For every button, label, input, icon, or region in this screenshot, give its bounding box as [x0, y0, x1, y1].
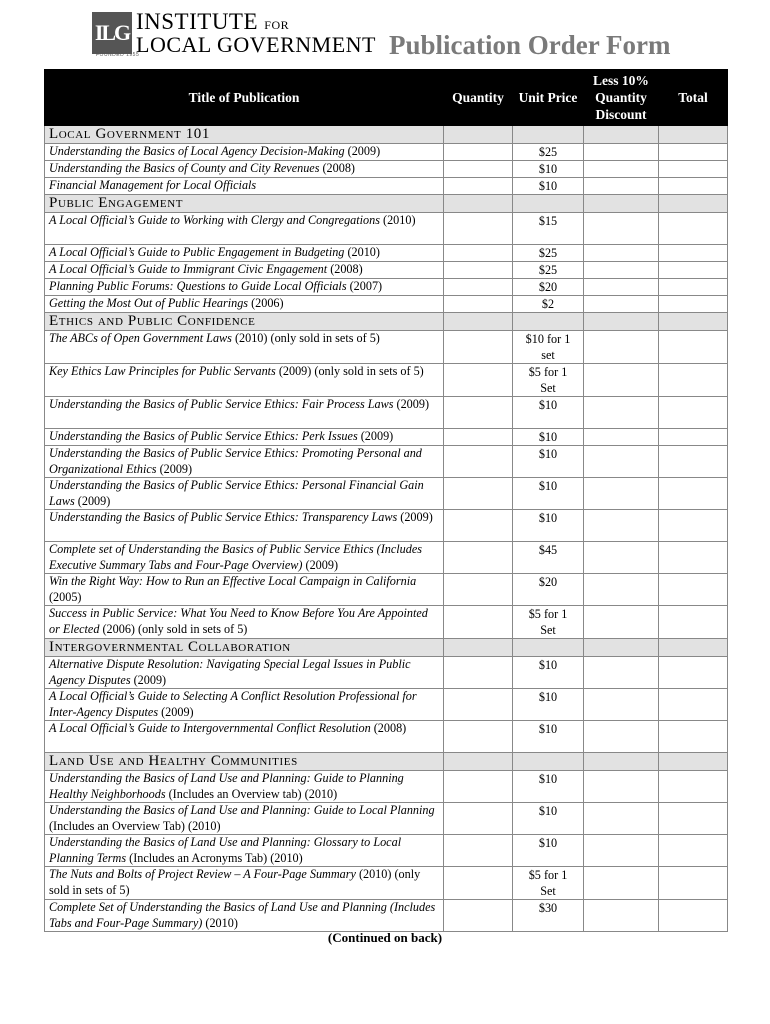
unit-price: $10 [538, 447, 558, 461]
quantity-cell[interactable] [444, 721, 513, 753]
section-blank-cell [584, 313, 659, 331]
table-row [45, 689, 728, 721]
unit-price: $20 [538, 575, 558, 589]
total-cell[interactable] [659, 689, 728, 721]
publication-title: Understanding the Basics of Local Agency Decision-Making [49, 144, 345, 158]
quantity-cell[interactable] [444, 835, 513, 867]
table-header-row [45, 70, 728, 126]
table-row [45, 446, 728, 478]
discount-cell[interactable] [584, 446, 659, 478]
unit-price-cell [513, 213, 584, 245]
publication-title-cell [45, 689, 444, 721]
publication-title: Understanding the Basics of Public Service Ethics: Personal Financial Gain Laws [49, 478, 424, 508]
table-row [45, 296, 728, 313]
unit-price-cell [513, 835, 584, 867]
section-title: Land Use and Healthy Communities [45, 753, 444, 771]
unit-price-cell [513, 900, 584, 932]
quantity-cell[interactable] [444, 331, 513, 364]
org-institute: INSTITUTE [136, 9, 259, 34]
publication-year: (2006) [248, 296, 284, 310]
total-cell[interactable] [659, 657, 728, 689]
unit-price: $10 [538, 690, 558, 704]
discount-cell[interactable] [584, 178, 659, 195]
unit-price: $10 [538, 511, 558, 525]
publication-year: (Includes an Overview tab) (2010) [165, 786, 338, 801]
publication-title-cell [45, 178, 444, 195]
discount-cell[interactable] [584, 245, 659, 262]
unit-price-cell [513, 510, 584, 542]
publication-title: Win the Right Way: How to Run an Effective Local Campaign in California [49, 574, 417, 588]
section-blank-cell [659, 195, 728, 213]
unit-price-cell [513, 771, 584, 803]
org-for: FOR [264, 18, 290, 32]
publication-year: (2009) [393, 397, 430, 411]
unit-price: $2 [541, 297, 555, 311]
section-blank-cell [444, 313, 513, 331]
section-blank-cell [584, 195, 659, 213]
section-header-row [45, 195, 728, 213]
section-blank-cell [584, 639, 659, 657]
publication-year: (Includes an Overview Tab) (2010) [49, 818, 221, 833]
unit-price-cell [513, 574, 584, 606]
publication-title-cell [45, 771, 444, 803]
quantity-cell[interactable] [444, 689, 513, 721]
quantity-cell[interactable] [444, 429, 513, 446]
section-title: Intergovernmental Collaboration [45, 639, 444, 657]
table-row [45, 574, 728, 606]
form-title: Publication Order Form [389, 30, 671, 60]
unit-price: $10 [538, 658, 558, 672]
publication-title: Key Ethics Law Principles for Public Servants [49, 364, 276, 378]
publication-title-cell [45, 478, 444, 510]
table-row [45, 429, 728, 446]
publication-title: Planning Public Forums: Questions to Guide Local Officials [49, 279, 347, 293]
total-cell[interactable] [659, 178, 728, 195]
total-cell[interactable] [659, 429, 728, 446]
table-body [45, 126, 728, 932]
publication-year: (2005) [49, 589, 82, 604]
quantity-cell[interactable] [444, 510, 513, 542]
publication-title: Understanding the Basics of Land Use and Planning: Guide to Local Planning [49, 803, 435, 817]
unit-price-cell [513, 161, 584, 178]
publication-title-cell [45, 429, 444, 446]
unit-price: $10 [538, 479, 558, 493]
publication-title-cell [45, 657, 444, 689]
table-row [45, 721, 728, 753]
publication-title: Understanding the Basics of Public Service Ethics: Promoting Personal and Organizational Ethics [49, 446, 422, 476]
quantity-cell[interactable] [444, 296, 513, 313]
total-cell[interactable] [659, 574, 728, 606]
publication-title: Success in Public Service: What You Need to Know Before You Are Appointed or Elected [49, 606, 428, 636]
quantity-cell[interactable] [444, 144, 513, 161]
publication-title: A Local Official’s Guide to Immigrant Civic Engagement [49, 262, 328, 276]
publication-title: The ABCs of Open Government Laws [49, 331, 232, 345]
quantity-cell[interactable] [444, 178, 513, 195]
publication-title-cell [45, 867, 444, 900]
publication-year: (2009) [357, 429, 394, 443]
total-cell[interactable] [659, 144, 728, 161]
publication-title: A Local Official’s Guide to Working with Clergy and Congregations [49, 213, 380, 227]
publication-title-cell [45, 296, 444, 313]
table-row [45, 178, 728, 195]
discount-cell[interactable] [584, 574, 659, 606]
table-row [45, 161, 728, 178]
publication-year: (2010) [344, 245, 380, 259]
publication-year: (2009) [74, 493, 111, 508]
publication-title-cell [45, 510, 444, 542]
total-cell[interactable] [659, 213, 728, 245]
table-row [45, 900, 728, 932]
unit-price: $10 [538, 772, 558, 786]
table-row [45, 331, 728, 364]
publication-title: A Local Official’s Guide to Intergovernmental Conflict Resolution [49, 721, 371, 735]
unit-price: $10 [538, 804, 558, 818]
section-blank-cell [513, 126, 584, 144]
publication-title: Alternative Dispute Resolution: Navigating Special Legal Issues in Public Agency Disputes [49, 657, 411, 687]
publication-title: Financial Management for Local Officials [49, 178, 257, 192]
publication-title: Understanding the Basics of Land Use and Planning: Glossary to Local Planning Terms [49, 835, 402, 865]
col-quantity-header: Quantity [444, 70, 513, 126]
unit-price-cell [513, 721, 584, 753]
total-cell[interactable] [659, 721, 728, 753]
total-cell[interactable] [659, 900, 728, 932]
quantity-cell[interactable] [444, 657, 513, 689]
publication-title: Complete set of Understanding the Basics of Public Service Ethics (Includes Executive Summary Tabs and Four-Page Overview) [49, 542, 422, 572]
section-header-row [45, 313, 728, 331]
quantity-cell[interactable] [444, 213, 513, 245]
table-row [45, 657, 728, 689]
unit-price: $5 for 1 Set [528, 365, 568, 395]
table-row [45, 835, 728, 867]
publication-title: A Local Official’s Guide to Public Engagement in Budgeting [49, 245, 345, 259]
discount-cell[interactable] [584, 689, 659, 721]
total-cell[interactable] [659, 867, 728, 900]
publication-title-cell [45, 279, 444, 296]
section-blank-cell [513, 639, 584, 657]
unit-price: $25 [538, 145, 558, 159]
table-row [45, 262, 728, 279]
discount-cell[interactable] [584, 803, 659, 835]
publication-year: (2010) [379, 213, 416, 227]
publication-year: (2009) [156, 461, 193, 476]
unit-price-cell [513, 279, 584, 296]
section-blank-cell [513, 195, 584, 213]
discount-cell[interactable] [584, 213, 659, 245]
unit-price: $10 [538, 398, 558, 412]
section-blank-cell [659, 313, 728, 331]
unit-price-cell [513, 144, 584, 161]
section-blank-cell [659, 753, 728, 771]
total-cell[interactable] [659, 279, 728, 296]
publication-title: Understanding the Basics of Public Service Ethics: Fair Process Laws [49, 397, 394, 411]
unit-price: $20 [538, 280, 558, 294]
table-row [45, 245, 728, 262]
table-row [45, 867, 728, 900]
discount-cell[interactable] [584, 296, 659, 313]
logo-founded: FOUNDED 1955 [96, 52, 140, 58]
publication-title-cell [45, 721, 444, 753]
discount-cell[interactable] [584, 606, 659, 639]
unit-price-cell [513, 689, 584, 721]
section-blank-cell [513, 753, 584, 771]
section-blank-cell [444, 195, 513, 213]
unit-price: $10 [538, 722, 558, 736]
quantity-cell[interactable] [444, 574, 513, 606]
total-cell[interactable] [659, 364, 728, 397]
publication-year: (2010) (only sold in sets of 5) [49, 867, 421, 897]
unit-price: $10 [538, 836, 558, 850]
section-title: Public Engagement [45, 195, 444, 213]
discount-cell[interactable] [584, 364, 659, 397]
quantity-cell[interactable] [444, 542, 513, 574]
discount-cell[interactable] [584, 867, 659, 900]
total-cell[interactable] [659, 803, 728, 835]
publication-title-cell [45, 144, 444, 161]
quantity-cell[interactable] [444, 867, 513, 900]
publication-title-cell [45, 364, 444, 397]
publication-title-cell [45, 213, 444, 245]
quantity-cell[interactable] [444, 803, 513, 835]
discount-cell[interactable] [584, 542, 659, 574]
total-cell[interactable] [659, 262, 728, 279]
section-header-row [45, 126, 728, 144]
table-row [45, 213, 728, 245]
unit-price-cell [513, 867, 584, 900]
unit-price-cell [513, 397, 584, 429]
total-cell[interactable] [659, 161, 728, 178]
total-cell[interactable] [659, 296, 728, 313]
unit-price: $5 for 1 Set [528, 868, 568, 898]
unit-price-cell [513, 429, 584, 446]
unit-price-cell [513, 657, 584, 689]
quantity-cell[interactable] [444, 771, 513, 803]
section-blank-cell [444, 639, 513, 657]
publication-title: Understanding the Basics of County and City Revenues [49, 161, 320, 175]
publication-year: (2009) [397, 510, 433, 524]
publication-title-cell [45, 262, 444, 279]
unit-price: $30 [538, 901, 558, 915]
quantity-cell[interactable] [444, 478, 513, 510]
publication-title: Complete Set of Understanding the Basics of Land Use and Planning (Includes Tabs and Four-Page Summary) [49, 900, 436, 930]
logo-letters: ILG [94, 20, 130, 45]
publication-title: Understanding the Basics of Public Service Ethics: Transparency Laws [49, 510, 398, 524]
unit-price-cell [513, 364, 584, 397]
discount-cell[interactable] [584, 478, 659, 510]
unit-price-cell [513, 542, 584, 574]
table-row [45, 397, 728, 429]
quantity-cell[interactable] [444, 245, 513, 262]
quantity-cell[interactable] [444, 446, 513, 478]
table-row [45, 478, 728, 510]
discount-cell[interactable] [584, 835, 659, 867]
publication-year: (2010) [202, 915, 238, 930]
publication-title-cell [45, 331, 444, 364]
unit-price-cell [513, 803, 584, 835]
section-blank-cell [584, 753, 659, 771]
quantity-cell[interactable] [444, 606, 513, 639]
quantity-cell[interactable] [444, 161, 513, 178]
publication-title: Understanding the Basics of Land Use and Planning: Guide to Planning Healthy Neighborhoods [49, 771, 404, 801]
total-cell[interactable] [659, 510, 728, 542]
unit-price: $10 [538, 179, 558, 193]
publication-year: (2007) [346, 279, 383, 293]
section-blank-cell [444, 753, 513, 771]
total-cell[interactable] [659, 331, 728, 364]
publication-title-cell [45, 606, 444, 639]
discount-cell[interactable] [584, 279, 659, 296]
quantity-cell[interactable] [444, 262, 513, 279]
section-title: Ethics and Public Confidence [45, 313, 444, 331]
publication-title: The Nuts and Bolts of Project Review – A Four-Page Summary [49, 867, 356, 881]
table-row [45, 144, 728, 161]
header [0, 0, 770, 68]
publication-year: (2009) [302, 557, 339, 572]
table-row [45, 510, 728, 542]
total-cell[interactable] [659, 771, 728, 803]
section-blank-cell [584, 126, 659, 144]
section-blank-cell [513, 313, 584, 331]
quantity-cell[interactable] [444, 279, 513, 296]
discount-cell[interactable] [584, 771, 659, 803]
publication-title-cell [45, 397, 444, 429]
unit-price: $10 [538, 162, 558, 176]
unit-price-cell [513, 178, 584, 195]
total-cell[interactable] [659, 446, 728, 478]
col-title-header: Title of Publication [45, 70, 444, 126]
discount-cell[interactable] [584, 144, 659, 161]
discount-cell[interactable] [584, 331, 659, 364]
unit-price-cell [513, 446, 584, 478]
unit-price-cell [513, 262, 584, 279]
unit-price: $45 [538, 543, 558, 557]
unit-price: $10 [538, 430, 558, 444]
section-blank-cell [659, 639, 728, 657]
table-row [45, 364, 728, 397]
total-cell[interactable] [659, 397, 728, 429]
publication-year: (Includes an Acronyms Tab) (2010) [126, 850, 303, 865]
unit-price: $5 for 1 Set [528, 607, 568, 637]
discount-cell[interactable] [584, 161, 659, 178]
publication-title: Getting the Most Out of Public Hearings [49, 296, 249, 310]
discount-cell[interactable] [584, 657, 659, 689]
unit-price-cell [513, 245, 584, 262]
publication-year: (2008) [319, 161, 355, 175]
total-cell[interactable] [659, 542, 728, 574]
discount-cell[interactable] [584, 397, 659, 429]
discount-cell[interactable] [584, 262, 659, 279]
section-header-row [45, 639, 728, 657]
logo [92, 12, 132, 54]
unit-price-cell [513, 331, 584, 364]
col-discount-header: Less 10% Quantity Discount [584, 70, 659, 126]
total-cell[interactable] [659, 478, 728, 510]
table-row [45, 771, 728, 803]
section-header-row [45, 753, 728, 771]
publication-title-cell [45, 835, 444, 867]
table-row [45, 606, 728, 639]
discount-cell[interactable] [584, 429, 659, 446]
unit-price: $25 [538, 246, 558, 260]
publication-title: A Local Official’s Guide to Selecting A Conflict Resolution Professional for Inter-Agency Disputes [49, 689, 417, 719]
unit-price: $25 [538, 263, 558, 277]
unit-price: $10 for 1 set [525, 332, 571, 362]
publication-title-cell [45, 803, 444, 835]
section-blank-cell [444, 126, 513, 144]
publication-year: (2010) (only sold in sets of 5) [231, 331, 380, 345]
discount-cell[interactable] [584, 510, 659, 542]
unit-price-cell [513, 296, 584, 313]
publication-table [44, 69, 728, 932]
publication-year: (2009) [130, 672, 167, 687]
quantity-cell[interactable] [444, 397, 513, 429]
publication-title-cell [45, 161, 444, 178]
quantity-cell[interactable] [444, 900, 513, 932]
discount-cell[interactable] [584, 721, 659, 753]
col-total-header: Total [659, 70, 728, 126]
unit-price-cell [513, 478, 584, 510]
publication-year: (2006) (only sold in sets of 5) [99, 621, 248, 636]
continued-note: (Continued on back) [327, 930, 443, 945]
table-row [45, 542, 728, 574]
publication-title-cell [45, 574, 444, 606]
unit-price: $15 [538, 214, 558, 228]
publication-year: (2009) [158, 704, 194, 719]
publication-title-cell [45, 245, 444, 262]
total-cell[interactable] [659, 606, 728, 639]
publication-title: Understanding the Basics of Public Service Ethics: Perk Issues [49, 429, 358, 443]
publication-year: (2009) (only sold in sets of 5) [275, 364, 424, 378]
publication-year: (2008) [370, 721, 407, 735]
publication-title-cell [45, 542, 444, 574]
table-row [45, 279, 728, 296]
publication-year: (2009) [344, 144, 381, 158]
total-cell[interactable] [659, 245, 728, 262]
org-name-line2: LOCAL GOVERNMENT [136, 32, 376, 57]
publication-year: (2008) [327, 262, 363, 276]
section-blank-cell [659, 126, 728, 144]
unit-price-cell [513, 606, 584, 639]
quantity-cell[interactable] [444, 364, 513, 397]
section-title: Local Government 101 [45, 126, 444, 144]
col-unit-price-header: Unit Price [513, 70, 584, 126]
publication-title-cell [45, 446, 444, 478]
table-row [45, 803, 728, 835]
publication-title-cell [45, 900, 444, 932]
total-cell[interactable] [659, 835, 728, 867]
discount-cell[interactable] [584, 900, 659, 932]
